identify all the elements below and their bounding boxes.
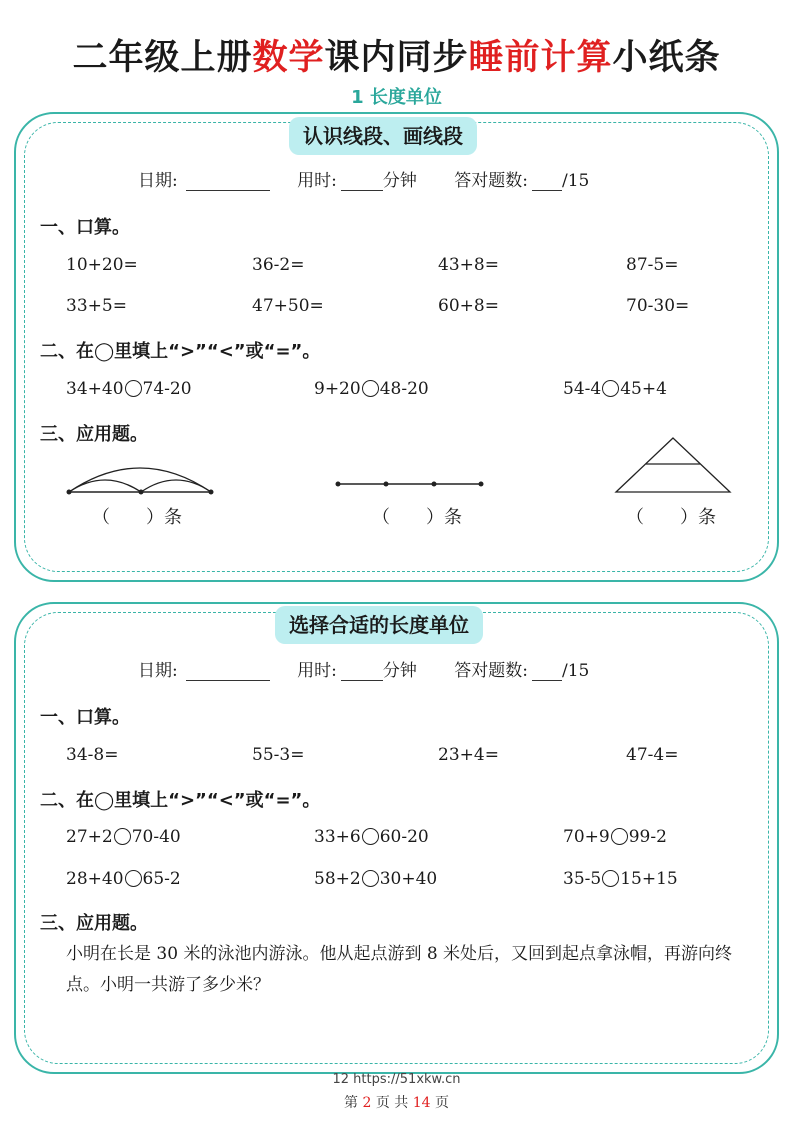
compare-circle[interactable]	[125, 870, 142, 887]
compare-left: 54-4	[563, 379, 602, 399]
compare-right: 70-40	[131, 827, 181, 847]
compare-item	[66, 379, 192, 399]
time-blank[interactable]	[341, 662, 383, 681]
score-total: /15	[562, 661, 590, 681]
compare-right: 60-20	[379, 827, 429, 847]
oral-item: 47+50=	[252, 296, 324, 316]
title-part-5: 小纸条	[612, 38, 721, 78]
compare-left: 35-5	[563, 869, 602, 889]
page-prefix: 第	[343, 1095, 358, 1111]
title-part-2: 数学	[252, 38, 325, 78]
oral-item: 87-5=	[626, 255, 679, 275]
page-title	[0, 34, 793, 82]
compare-right: 74-20	[142, 379, 192, 399]
word-problem-text: 小明在长是 30 米的泳池内游泳。他从起点游到 8 米处后，又回到起点拿泳帽，再游向终点。小明一共游了多少米？	[66, 944, 733, 995]
page-mid: 页 共	[375, 1095, 409, 1111]
card-1-title: 认识线段、画线段	[289, 117, 477, 155]
title-part-4: 睡前计算	[468, 38, 613, 78]
oral-item: 36-2=	[252, 255, 305, 275]
oral-item: 47-4=	[626, 745, 679, 765]
score-blank[interactable]	[532, 662, 562, 681]
compare-circle[interactable]	[362, 828, 379, 845]
title-part-1: 二年级上册	[72, 38, 253, 78]
compare-circle[interactable]	[114, 828, 131, 845]
compare-left: 9+20	[314, 379, 361, 399]
compare-item	[314, 869, 437, 889]
card-2-info-row	[138, 656, 589, 681]
oral-item: 10+20=	[66, 255, 138, 275]
compare-circle[interactable]	[125, 380, 142, 397]
page-subtitle: 1 长度单位	[351, 87, 442, 108]
answer-blank-3: （ ）条	[626, 507, 716, 528]
compare-circle[interactable]	[602, 870, 619, 887]
compare-left: 58+2	[314, 869, 361, 889]
card-1-info-row	[138, 166, 589, 191]
footer-source: 12 https://51xkw.cn	[332, 1072, 461, 1087]
compare-right: 48-20	[379, 379, 429, 399]
compare-item	[66, 869, 181, 889]
compare-right: 15+15	[620, 869, 678, 889]
points-line-figure	[330, 476, 490, 492]
time-unit: 分钟	[382, 661, 417, 681]
card-2-section-2-heading: 二、在◯里填上“>”“<”或“=”。	[40, 790, 321, 811]
compare-item	[314, 379, 429, 399]
title-part-3: 课内同步	[324, 38, 469, 78]
oral-item: 43+8=	[438, 255, 499, 275]
compare-left: 33+6	[314, 827, 361, 847]
card-1-section-1-heading: 一、口算。	[40, 217, 130, 238]
compare-right: 65-2	[142, 869, 181, 889]
oral-item: 23+4=	[438, 745, 499, 765]
card-1-section-3-heading: 三、应用题。	[40, 424, 148, 445]
time-blank[interactable]	[341, 172, 383, 191]
card-1-section-2-heading: 二、在◯里填上“>”“<”或“=”。	[40, 341, 321, 362]
score-label: 答对题数:	[454, 171, 529, 191]
compare-item	[563, 379, 667, 399]
compare-right: 30+40	[379, 869, 438, 889]
date-blank[interactable]	[186, 662, 270, 681]
compare-circle[interactable]	[611, 828, 628, 845]
oral-item: 60+8=	[438, 296, 499, 316]
compare-left: 27+2	[66, 827, 113, 847]
oral-item: 70-30=	[626, 296, 690, 316]
date-label: 日期:	[138, 661, 178, 681]
compare-circle[interactable]	[362, 380, 379, 397]
compare-left: 70+9	[563, 827, 610, 847]
compare-circle[interactable]	[362, 870, 379, 887]
answer-blank-1: （ ）条	[92, 507, 182, 528]
time-label: 用时:	[297, 661, 337, 681]
page-total: 14	[412, 1095, 431, 1111]
card-2-title: 选择合适的长度单位	[275, 606, 483, 644]
compare-right: 45+4	[620, 379, 667, 399]
date-blank[interactable]	[186, 172, 270, 191]
compare-item	[314, 827, 429, 847]
date-label: 日期:	[138, 171, 178, 191]
arc-segments-figure	[60, 456, 220, 500]
oral-item: 34-8=	[66, 745, 119, 765]
footer-page-indicator	[0, 1092, 793, 1112]
score-label: 答对题数:	[454, 661, 529, 681]
card-2-section-1-heading: 一、口算。	[40, 707, 130, 728]
triangle-figure	[610, 434, 736, 496]
oral-item: 33+5=	[66, 296, 127, 316]
compare-left: 34+40	[66, 379, 124, 399]
answer-blank-2: （ ）条	[372, 507, 462, 528]
page-suffix: 页	[435, 1095, 449, 1111]
score-blank[interactable]	[532, 172, 562, 191]
compare-circle[interactable]	[602, 380, 619, 397]
page-current: 2	[362, 1095, 372, 1111]
compare-item	[563, 869, 678, 889]
card-2-section-3-heading: 三、应用题。	[40, 913, 148, 934]
score-total: /15	[562, 171, 590, 191]
time-unit: 分钟	[382, 171, 417, 191]
oral-item: 55-3=	[252, 745, 305, 765]
compare-left: 28+40	[66, 869, 124, 889]
compare-item	[66, 827, 181, 847]
compare-item	[563, 827, 667, 847]
time-label: 用时:	[297, 171, 337, 191]
compare-right: 99-2	[628, 827, 667, 847]
